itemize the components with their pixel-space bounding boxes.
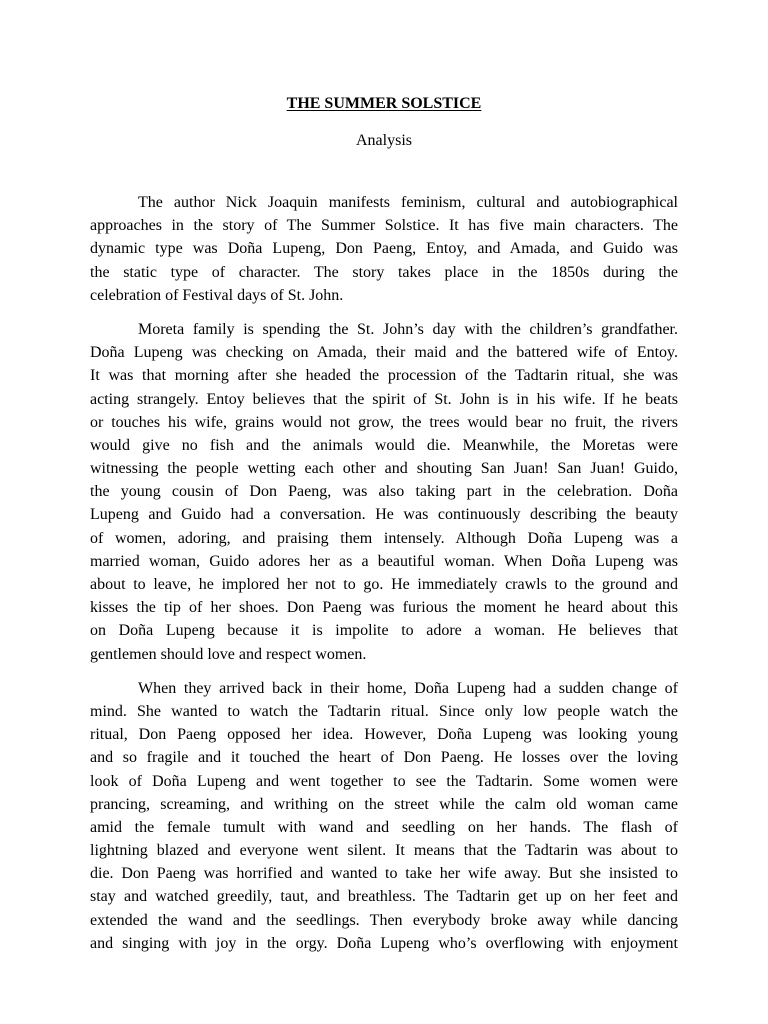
document-subtitle: Analysis (356, 132, 412, 149)
paragraph-line: gentlemen should love and respect women. (90, 645, 367, 663)
paragraph-line: die. Don Paeng was horrified and wanted to take her wife away. But she insisted to (90, 865, 678, 883)
paragraph-line: Doña Lupeng was checking on Amada, their maid and the battered wife of Entoy. (90, 344, 678, 362)
paragraph-line: or touches his wife, grains would not grow, the trees would bear no fruit, the rivers (90, 413, 678, 431)
paragraph-line: on Doña Lupeng because it is impolite to adore a woman. He believes that (90, 622, 678, 640)
paragraph (90, 191, 678, 307)
paragraph-line: ritual, Don Paeng opposed her idea. However, Doña Lupeng was looking young (90, 726, 678, 744)
paragraph-line: and singing with joy in the orgy. Doña Lupeng who’s overflowing with enjoyment (90, 934, 678, 952)
paragraph-line: dynamic type was Doña Lupeng, Don Paeng, Entoy, and Amada, and Guido was (90, 240, 678, 258)
paragraph-line: When they arrived back in their home, Doña Lupeng had a sudden change of (138, 679, 678, 697)
document-title (0, 94, 768, 114)
paragraph-line: acting strangely. Entoy believes that the spirit of St. John is in his wife. If he beats (90, 390, 678, 408)
paragraph-line: about to leave, he implored her not to go. He immediately crawls to the ground and (90, 576, 678, 593)
paragraph-line: The author Nick Joaquin manifests feminism, cultural and autobiographical (138, 194, 678, 211)
paragraph-line: extended the wand and the seedlings. Then everybody broke away while dancing (90, 911, 678, 929)
paragraph-line: the static type of character. The story takes place in the 1850s during the (90, 263, 678, 281)
paragraph-line: prancing, screaming, and writhing on the street while the calm old woman came (90, 795, 678, 813)
paragraph-line: amid the female tumult with wand and seedling on her hands. The flash of (90, 818, 678, 836)
paragraph-line: lightning blazed and everyone went silent. It means that the Tadtarin was about to (90, 842, 678, 860)
paragraph-line: mind. She wanted to watch the Tadtarin ritual. Since only low people watch the (90, 702, 678, 720)
paragraph-line: stay and watched greedily, taut, and breathless. The Tadtarin get up on her feet and (90, 888, 678, 906)
paragraph-line: look of Doña Lupeng and went together to see the Tadtarin. Some women were (90, 772, 678, 790)
paragraph (90, 318, 678, 666)
paragraph-line: witnessing the people wetting each other and shouting San Juan! San Juan! Guido, (90, 460, 678, 478)
paragraph-line: Moreta family is spending the St. John’s day with the children’s grandfather. (138, 320, 678, 338)
paragraph-line: It was that morning after she headed the procession of the Tadtarin ritual, she was (90, 367, 678, 385)
paragraph-line: of women, adoring, and praising them intensely. Although Doña Lupeng was a (90, 529, 678, 547)
paragraph-line: would give no fish and the animals would die. Meanwhile, the Moretas were (90, 436, 678, 454)
paragraph-line: celebration of Festival days of St. John. (90, 286, 344, 304)
paragraph-line: approaches in the story of The Summer Solstice. It has five main characters. The (90, 217, 678, 235)
paragraph-line: Lupeng and Guido had a conversation. He was continuously describing the beauty (90, 506, 678, 524)
document-body (90, 191, 678, 966)
paragraph (90, 677, 678, 955)
paragraph-line: and so fragile and it touched the heart of Don Paeng. He losses over the loving (90, 749, 678, 767)
paragraph-line: kisses the tip of her shoes. Don Paeng was furious the moment he heard about this (90, 599, 678, 617)
document-title-text: THE SUMMER SOLSTICE (286, 95, 482, 112)
paragraph-line: the young cousin of Don Paeng, was also taking part in the celebration. Doña (90, 483, 678, 501)
paragraph-line: married woman, Guido adores her as a beautiful woman. When Doña Lupeng was (90, 552, 678, 570)
